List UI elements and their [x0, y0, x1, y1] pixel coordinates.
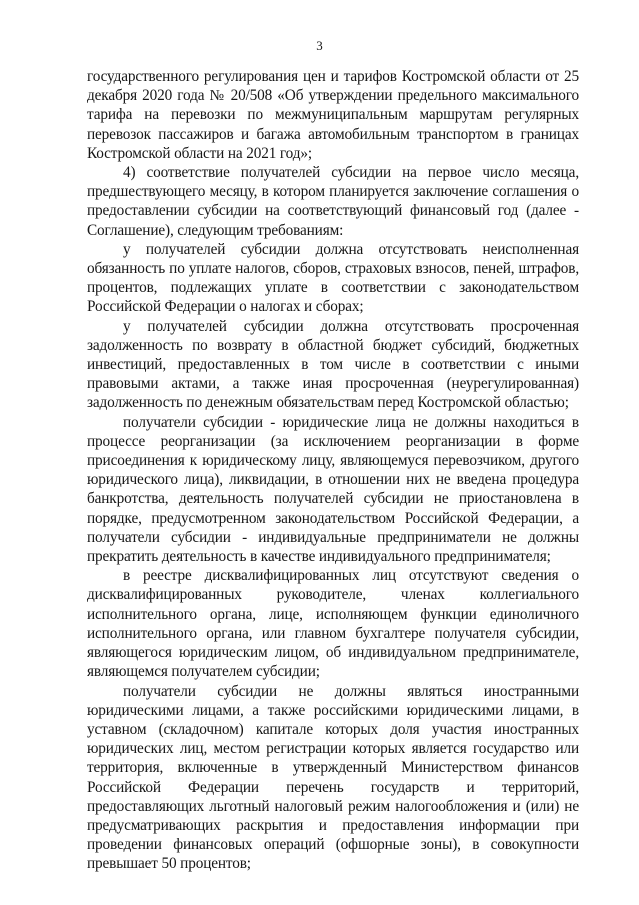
paragraph-reorganization: получатели субсидии - юридические лица не должны находиться в процессе реорганизации (за исключением реорганизации в форме присоединения к юридическому лицу, являющемуся перевозчиком, другого юридического лица), ликвидации, в отношении них не введена процедура банкротства, деятельность получателей субсидии не приостановлена в порядке, предусмотренном законодательством Российской Федерации, а получатели субсидии - индивидуальные предприниматели не должны прекратить деятельность в качестве индивидуального предпринимателя;: [87, 413, 579, 566]
document-body: [87, 67, 579, 874]
paragraph-requirements-intro: 4) соответствие получателей субсидии на первое число месяца, предшествующего месяцу, в котором планируется заключение соглашения о предоставлении субсидии на соответствующий финансовый год (далее - Соглашение), следующим требованиям:: [87, 164, 579, 239]
paragraph-budget-debt: у получателей субсидии должна отсутствовать просроченная задолженность по возврату в областной бюджет субсидий, бюджетных инвестиций, предоставленных в том числе в соответствии с иными правовыми актами, а также иная просроченная (неурегулированная) задолженность по денежным обязательствам перед Костромской областью;: [87, 317, 579, 412]
paragraph-foreign-entities: получатели субсидии не должны являться иностранными юридическими лицами, а также российскими юридическими лицами, в уставном (складочном) капитале которых доля участия иностранных юридических лиц, местом регистрации которых является государство или территория, включенные в утвержденный Министерством финансов Российской Федерации перечень государств и территорий, предоставляющих льготный налоговый режим налогообложения и (или) не предусматривающих раскрытия и предоставления информации при проведении финансовых операций (офшорные зоны), в совокупности превышает 50 процентов;: [87, 682, 579, 873]
paragraph-tariff-reference: государственного регулирования цен и тарифов Костромской области от 25 декабря 2020 года № 20/508 «Об утверждении предельного максимального тарифа на перевозки по межмуниципальным маршрутам регулярных перевозок пассажиров и багажа автомобильным транспортом в границах Костромской области на 2021 год»;: [87, 68, 579, 162]
paragraph-tax-obligations: у получателей субсидии должна отсутствовать неисполненная обязанность по уплате налогов, сборов, страховых взносов, пеней, штрафов, процентов, подлежащих уплате в соответствии с законодательством Российской Федерации о налогах и сборах;: [87, 240, 579, 316]
paragraph-disqualified-registry: в реестре дисквалифицированных лиц отсутствуют сведения о дисквалифицированных руководителе, членах коллегиального исполнительного органа, лице, исполняющем функции единоличного исполнительного органа, или главном бухгалтере получателя субсидии, являющегося юридическим лицом, об индивидуальном предпринимателе, являющемся получателем субсидии;: [87, 567, 579, 681]
page-number: 3: [316, 38, 323, 53]
